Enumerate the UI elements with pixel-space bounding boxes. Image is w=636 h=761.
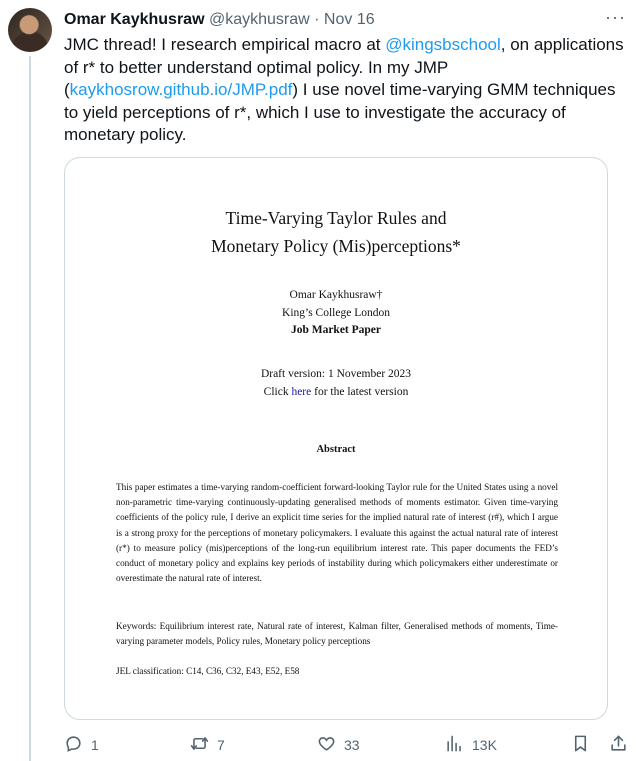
- paper-page: [65, 158, 607, 719]
- paper-latest: for the latest version: [311, 386, 409, 398]
- paper-title: [65, 204, 607, 260]
- paper-latest-line: [65, 386, 607, 398]
- tweet-date[interactable]: Nov 16: [323, 11, 375, 28]
- share-icon: [609, 734, 628, 756]
- like-count: 33: [344, 737, 360, 753]
- reply-button[interactable]: [64, 733, 99, 757]
- retweet-button[interactable]: [190, 733, 225, 757]
- like-icon: [317, 734, 336, 756]
- action-bar: [64, 733, 630, 757]
- paper-affiliation: King’s College London: [282, 307, 390, 319]
- paper-draft: Draft version: 1 November 2023: [260, 368, 412, 380]
- tweet-text: [64, 34, 630, 147]
- jel-text: JEL classification: C14, C36, C32, E43, E52, E58: [116, 666, 300, 676]
- paper-click: Click: [263, 386, 292, 398]
- url-link[interactable]: kaykhosrow.github.io/JMP.pdf: [69, 80, 293, 99]
- keywords-text: Keywords: Equilibrium interest rate, Natural rate of interest, Kalman filter, Generalised methods of moments, Time-varying parameter models, Policy rules, Monetary policy perceptions: [116, 621, 558, 647]
- author-name[interactable]: Omar Kaykhusraw: [64, 11, 205, 28]
- like-button[interactable]: [317, 733, 360, 757]
- retweet-count: 7: [217, 737, 225, 753]
- separator: ·: [314, 11, 320, 28]
- avatar[interactable]: [8, 8, 52, 52]
- more-icon[interactable]: ···: [605, 7, 626, 27]
- tweet-header: [64, 7, 626, 30]
- tweet-text-part: ) I use novel time-varying GMM techniques to yield perceptions of r*, which I use to investigate the accuracy of monetary policy.: [64, 80, 616, 144]
- bookmark-button[interactable]: [571, 733, 590, 757]
- reply-icon: [64, 734, 83, 756]
- paper-label: Job Market Paper: [290, 324, 382, 336]
- mention-link[interactable]: @kingsbschool: [385, 35, 501, 54]
- retweet-icon: [190, 734, 209, 756]
- media-image[interactable]: [64, 157, 608, 720]
- tweet-text-part: , on applications of r* to better understand optimal policy. In my JMP (: [64, 35, 624, 99]
- views-icon: [445, 734, 464, 756]
- abstract-text: This paper estimates a time-varying random-coefficient forward-looking Taylor rule for the United States using a novel non-parametric time-varying continuously-updating generalised methods of moments estimator. Given time-varying coefficients of the policy rule, I derive an explicit time series for the implied natural rate of interest (r#), which I argue is a strong proxy for the perceptions of monetary policymakers. I evaluate this against the actual natural rate of interest (r*) to measure policy (mis)perceptions of the long-run equilibrium interest rate. This paper documents the FED’s conduct of monetary policy and explains key periods of instability during which policymakers either underestimate or overestimate the natural rate of interest.: [116, 482, 558, 584]
- bookmark-icon: [571, 734, 590, 756]
- tweet-text-part: JMC thread! I research empirical macro at: [64, 35, 386, 54]
- views-button[interactable]: [445, 733, 497, 757]
- paper-title-line: Time-Varying Taylor Rules and: [225, 208, 447, 228]
- author-handle[interactable]: @kaykhusraw: [208, 11, 310, 28]
- views-count: 13K: [472, 737, 497, 753]
- share-button[interactable]: [609, 733, 628, 757]
- abstract-heading: Abstract: [316, 444, 356, 455]
- reply-count: 1: [91, 737, 99, 753]
- paper-title-line: Monetary Policy (Mis)perceptions*: [211, 236, 461, 256]
- paper-author: Omar Kaykhusraw†: [289, 289, 383, 301]
- paper-here-link: here: [291, 386, 312, 398]
- thread-line: [29, 56, 31, 761]
